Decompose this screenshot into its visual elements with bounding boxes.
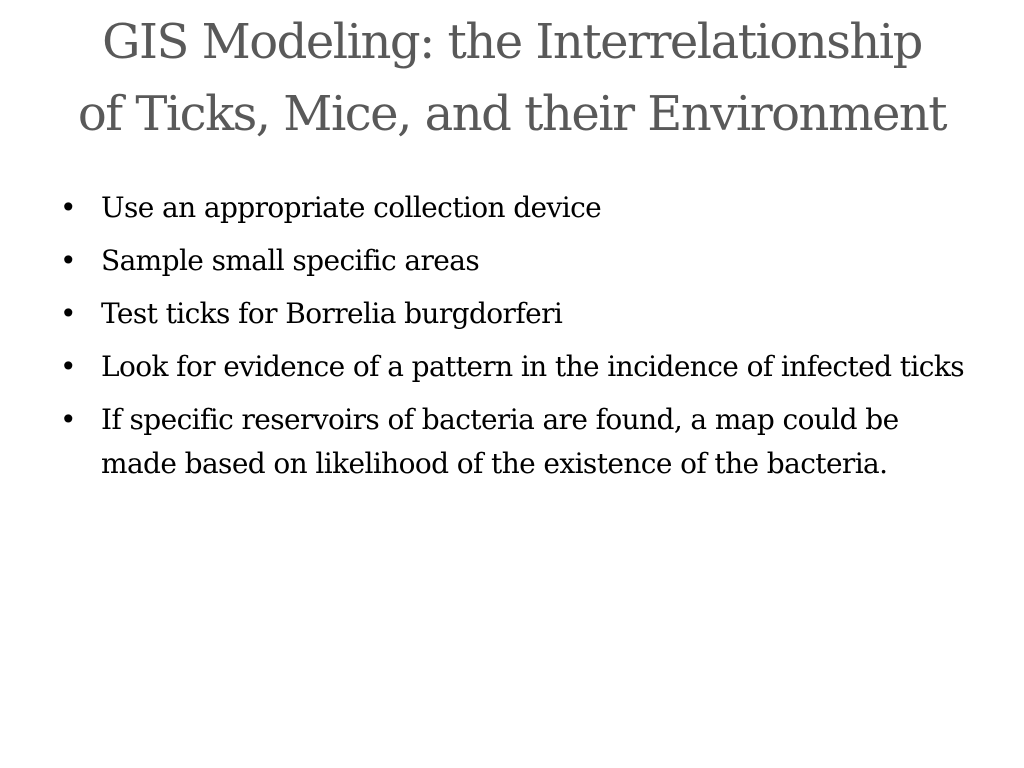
bullet-item-collection-device: [60, 186, 980, 230]
bullet-point-icon: •: [60, 244, 77, 277]
bullet-text: Look for evidence of a pattern in the incidence of infected ticks: [101, 350, 964, 383]
bullet-point-icon: •: [60, 350, 77, 383]
bullet-item-reservoir-map: [60, 398, 980, 486]
bullet-point-icon: •: [60, 191, 77, 224]
bullet-item-sample-areas: [60, 239, 980, 283]
slide-title: [0, 6, 1024, 150]
bullet-text: Use an appropriate collection device: [101, 191, 602, 224]
slide-title-line-1: GIS Modeling: the Interrelationship: [102, 14, 922, 70]
bullet-item-pattern-evidence: [60, 345, 980, 389]
bullet-point-icon: •: [60, 297, 77, 330]
bullet-item-test-ticks: [60, 292, 980, 336]
bullet-point-icon: •: [60, 403, 77, 436]
bullet-text: Sample small specific areas: [101, 244, 480, 277]
bullet-text: Test ticks for Borrelia burgdorferi: [101, 297, 563, 330]
bullet-text: If specific reservoirs of bacteria are found, a map could be made based on likelihood of the existence of the bacteria.: [101, 403, 899, 480]
slide-title-line-2: of Ticks, Mice, and their Environment: [77, 86, 947, 142]
bullet-list: [60, 186, 980, 495]
